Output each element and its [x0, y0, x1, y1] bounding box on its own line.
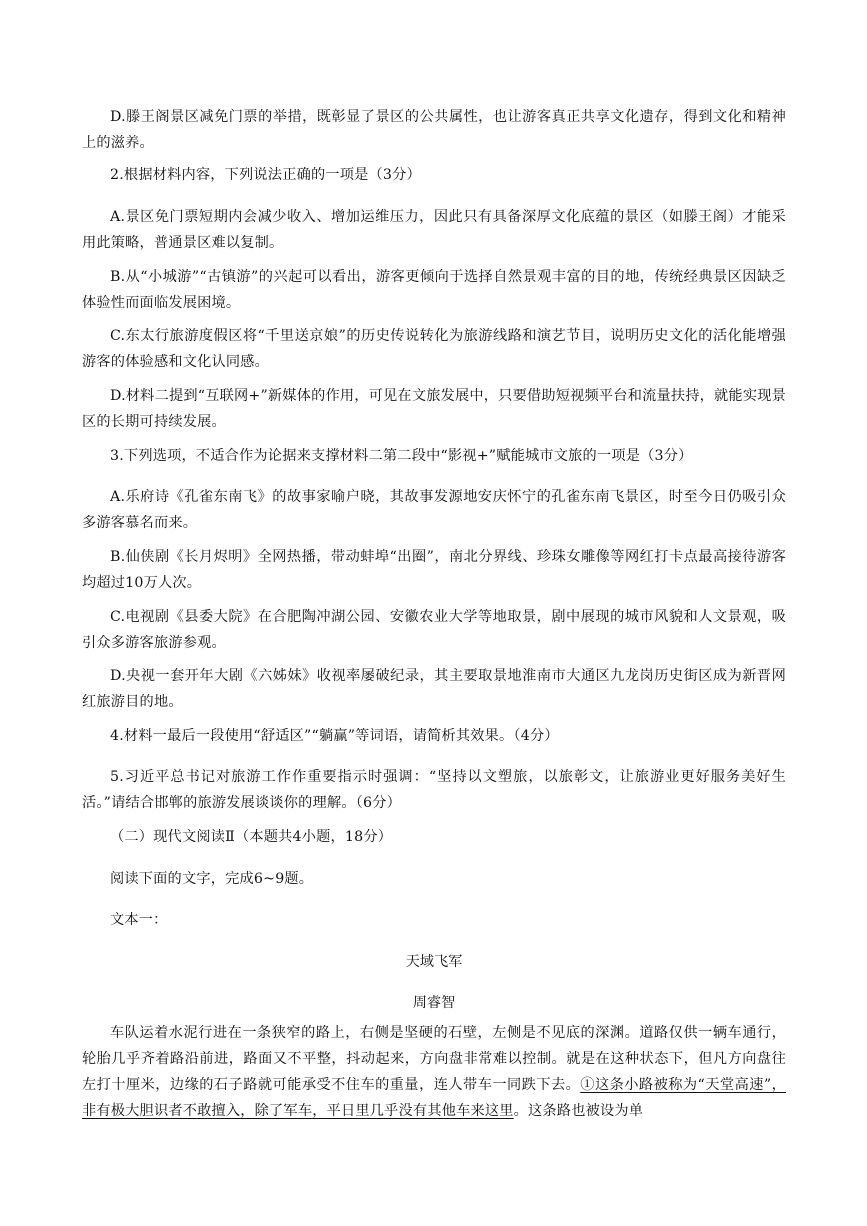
q3-option-c: C.电视剧《县委大院》在合肥陶冲湖公园、安徽农业大学等地取景，剧中展现的城市风貌和人文景观，吸引众多游客旅游参观。 — [82, 609, 786, 651]
article-body-paragraph — [82, 1020, 786, 1124]
section2-heading: （二）现代文阅读Ⅱ（本题共4小题，18分） — [110, 829, 393, 845]
article-title: 天域飞军 — [405, 954, 463, 970]
q2-option-c: C.东太行旅游度假区将“千里送京娘”的历史传说转化为旅游线路和演艺节目，说明历史文化的活化能增强游客的体验感和文化认同感。 — [82, 328, 786, 370]
text-one-label: 文本一： — [110, 912, 168, 928]
q3-option-d: D.央视一套开年大剧《六姊妹》收视率屡破纪录，其主要取景地淮南市大通区九龙岗历史街区成为新晋网红旅游目的地。 — [82, 668, 786, 710]
section2-instruction: 阅读下面的文字，完成6~9题。 — [110, 871, 314, 887]
q3-option-a: A.乐府诗《孔雀东南飞》的故事家喻户晓，其故事发源地安庆怀宁的孔雀东南飞景区，时至今日仍吸引众多游客慕名而来。 — [82, 489, 786, 531]
body-text-after: 。这条路也被设为单 — [513, 1103, 644, 1119]
underlined-sentence-1: ①这条小路被称为“天堂高速”，非有极大胆识者不敢擅入，除了军车，平日里几乎没有其他车来这里 — [82, 1077, 786, 1119]
q5-stem: 5.习近平总书记对旅游工作作重要指示时强调：“坚持以文塑旅，以旅彰文，让旅游业更好服务美好生活。”请结合邯郸的旅游发展谈谈你的理解。（6分） — [82, 769, 786, 811]
q3-option-b: B.仙侠剧《长月烬明》全网热播，带动蚌埠“出圈”，南北分界线、珍珠女雕像等网红打卡点最高接待游客均超过10万人次。 — [82, 549, 786, 591]
q2-option-a: A.景区免门票短期内会减少收入、增加运维压力，因此只有具备深厚文化底蕴的景区（如滕王阁）才能采用此策略，普通景区难以复制。 — [82, 209, 786, 251]
article-author: 周睿智 — [412, 995, 456, 1011]
q1-option-d: D.滕王阁景区减免门票的举措，既彰显了景区的公共属性，也让游客真正共享文化遗存，得到文化和精神上的滋养。 — [82, 109, 786, 151]
q2-option-d: D.材料二提到“互联网+”新媒体的作用，可见在文旅发展中，只要借助短视频平台和流量扶持，就能实现景区的长期可持续发展。 — [82, 388, 786, 430]
q3-stem: 3.下列选项，不适合作为论据来支撑材料二第二段中“影视+”赋能城市文旅的一项是（3分） — [110, 448, 693, 464]
q2-option-b: B.从“小城游”“古镇游”的兴起可以看出，游客更倾向于选择自然景观丰富的目的地，传统经典景区因缺乏体验性而面临发展困境。 — [82, 269, 786, 311]
q4-stem: 4.材料一最后一段使用“舒适区”“躺赢”等词语，请简析其效果。（4分） — [110, 728, 559, 744]
body-text-before: 车队运着水泥行进在一条狭窄的路上，右侧是坚硬的石壁，左侧是不见底的深渊。道路仅供一辆车通行，轮胎几乎齐着路沿前进，路面又不平整，抖动起来，方向盘非常难以控制。就是在这种状态下，但凡方向盘往左打十厘米，边缘的石子路就可能承受不住车的重量，连人带车一同跌下去。 — [82, 1025, 786, 1093]
q2-stem: 2.根据材料内容，下列说法正确的一项是（3分） — [110, 167, 421, 183]
